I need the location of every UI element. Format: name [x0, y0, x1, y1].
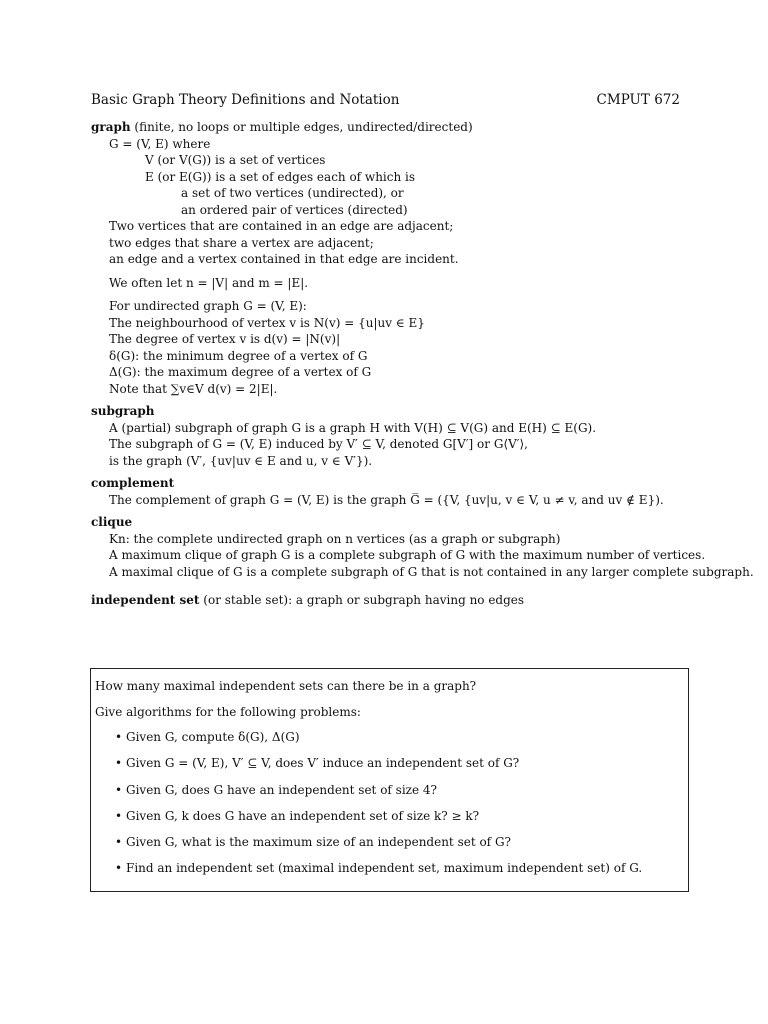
section-subgraph: [91, 403, 688, 469]
section-graph: [91, 119, 688, 397]
list-item: • Given G, does G have an independent set of size 4?: [115, 782, 437, 797]
bullet-icon: •: [115, 730, 123, 744]
list-item: • Given G, k does G have an independent set of size k? ≥ k?: [115, 808, 480, 823]
definition-line: E (or E(G)) is a set of edges each of which is: [145, 169, 416, 184]
term-independent-set: independent set: [91, 593, 200, 607]
definition-line: is the graph (V′, {uv|uv ∈ E and u, v ∈ V′}).: [109, 453, 373, 468]
graph-qualifier: (finite, no loops or multiple edges, undirected/directed): [130, 120, 473, 134]
exercise-list: [95, 729, 678, 877]
definition-line: For undirected graph G = (V, E):: [109, 299, 307, 313]
course-code: CMPUT 672: [596, 92, 680, 108]
section-clique: [91, 514, 754, 580]
definition-line: A maximum clique of graph G is a complete subgraph of G with the maximum number of vertices.: [109, 548, 706, 562]
exercise-question: How many maximal independent sets can there be in a graph?: [95, 679, 477, 693]
list-item: • Find an independent set (maximal independent set, maximum independent set) of G.: [115, 861, 643, 876]
definitions: [91, 119, 754, 609]
term-graph: graph: [91, 120, 131, 134]
definition-line: a set of two vertices (undirected), or: [181, 186, 404, 200]
exercise-intro: Give algorithms for the following problems:: [95, 704, 361, 719]
bullet-icon: •: [115, 782, 123, 797]
term-complement: complement: [91, 476, 175, 490]
definition-line: The degree of vertex v is d(v) = |N(v)|: [109, 332, 341, 346]
list-item: • Given G, what is the maximum size of an independent set of G?: [115, 835, 511, 850]
definition-line: The complement of graph G = (V, E) is the graph G̅ = ({V, {uv|u, v ∈ V, u ≠ v, and uv ∉ E}).: [109, 492, 664, 507]
page-header: [91, 92, 680, 110]
definition-line: V (or V(G)) is a set of vertices: [145, 153, 326, 167]
independent-set-qualifier: (or stable set): a graph or subgraph having no edges: [199, 593, 525, 607]
term-clique: clique: [91, 515, 133, 529]
definition-line: Δ(G): the maximum degree of a vertex of G: [109, 365, 372, 379]
bullet-icon: •: [115, 835, 123, 850]
definition-line: A (partial) subgraph of graph G is a graph H with V(H) ⊆ V(G) and E(H) ⊆ E(G).: [109, 420, 597, 435]
definition-line: A maximal clique of G is a complete subgraph of G that is not contained in any larger complete subgraph.: [109, 564, 754, 579]
definition-line: δ(G): the minimum degree of a vertex of G: [109, 348, 368, 363]
section-complement: [91, 475, 688, 508]
definition-line: Kn: the complete undirected graph on n vertices (as a graph or subgraph): [109, 531, 561, 546]
bullet-icon: •: [115, 756, 123, 771]
list-item: • Given G, compute δ(G), Δ(G): [115, 730, 300, 744]
document-title: Basic Graph Theory Definitions and Notation: [91, 92, 400, 108]
definition-line: We often let n = |V| and m = |E|.: [109, 275, 309, 290]
definition-line: Two vertices that are contained in an edge are adjacent;: [109, 219, 454, 233]
definition-line: two edges that share a vertex are adjacent;: [109, 235, 374, 250]
term-subgraph: subgraph: [91, 404, 155, 418]
definition-line: G = (V, E) where: [109, 136, 211, 151]
definition-line: Note that ∑v∈V d(v) = 2|E|.: [109, 381, 278, 396]
bullet-icon: •: [115, 861, 123, 876]
definition-line: an ordered pair of vertices (directed): [181, 202, 408, 217]
definition-line: The neighbourhood of vertex v is N(v) = {u|uv ∈ E}: [109, 315, 425, 330]
exercise-box: [90, 668, 689, 892]
bullet-icon: •: [115, 808, 123, 823]
section-independent-set: [91, 592, 688, 609]
definition-line: The subgraph of G = (V, E) induced by V′ ⊆ V, denoted G[V′] or G⟨V′⟩,: [109, 437, 528, 451]
definition-line: an edge and a vertex contained in that edge are incident.: [109, 252, 459, 266]
list-item: • Given G = (V, E), V′ ⊆ V, does V′ induce an independent set of G?: [115, 756, 520, 771]
